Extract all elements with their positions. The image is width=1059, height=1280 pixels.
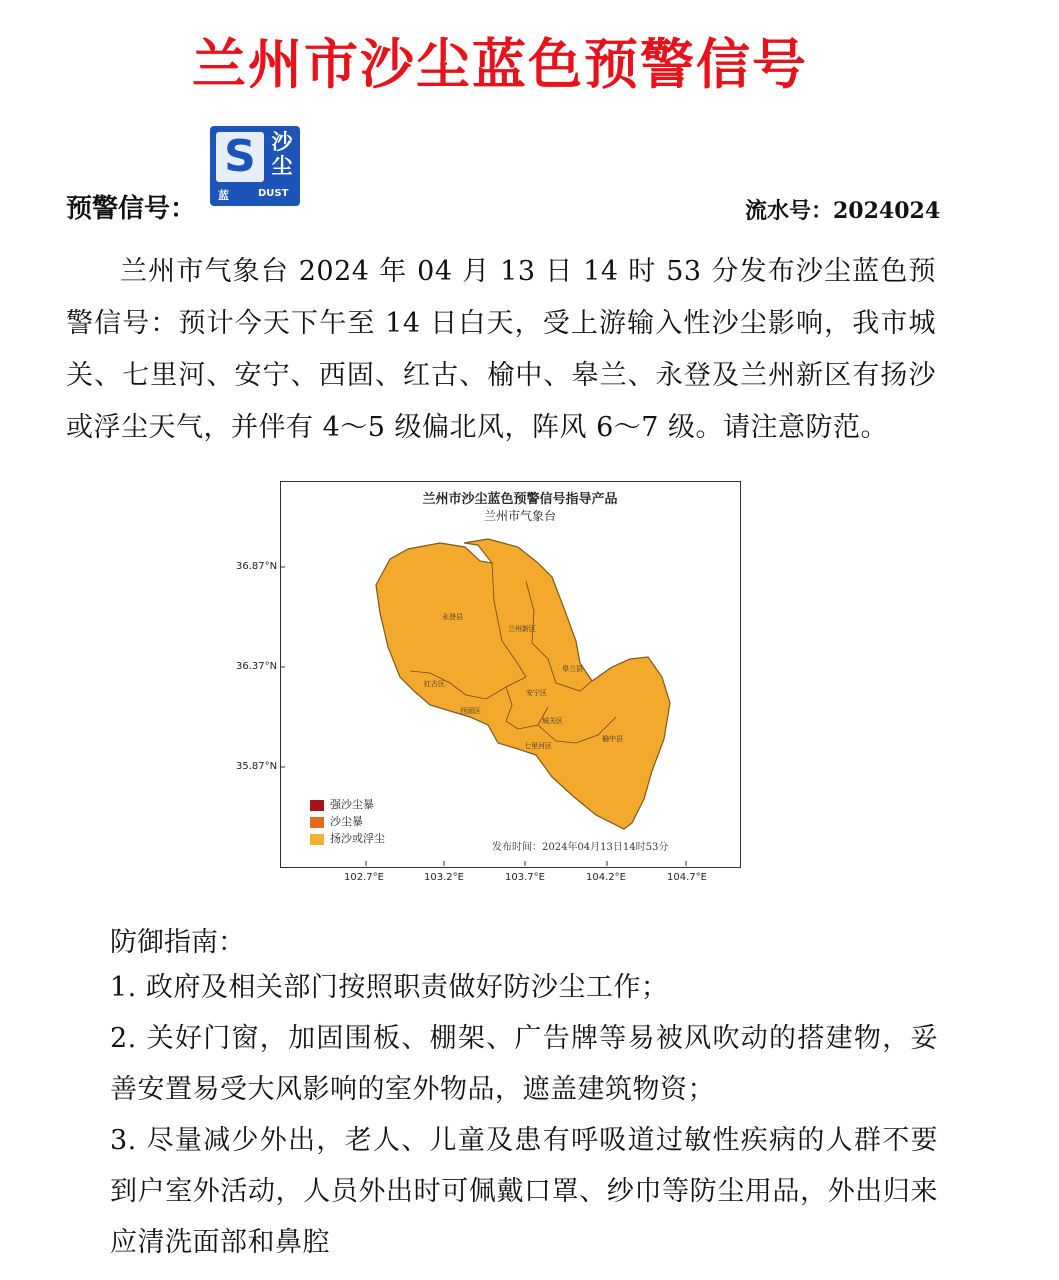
map-title: 兰州市沙尘蓝色预警信号指导产品	[422, 492, 618, 507]
warning-region-shape	[376, 539, 670, 829]
badge-code: DUST	[258, 188, 289, 199]
legend-swatch	[310, 800, 324, 811]
lon-label: 103.7°E	[505, 872, 545, 883]
guide-heading: 防御指南：	[110, 927, 245, 958]
guide-item: 1. 政府及相关部门按照职责做好防沙尘工作；	[110, 972, 669, 1003]
legend-item-blowing-dust	[310, 830, 385, 846]
signal-label: 预警信号：	[66, 194, 197, 224]
district-label: 红古区	[424, 680, 445, 688]
badge-level: 蓝	[218, 189, 229, 202]
badge-letter: S	[216, 132, 264, 182]
badge-chars	[268, 130, 296, 178]
lon-label: 104.2°E	[586, 872, 626, 883]
district-label: 七里河区	[524, 742, 552, 750]
district-label: 城关区	[542, 717, 563, 725]
legend-swatch	[310, 834, 324, 845]
legend-swatch	[310, 817, 324, 828]
district-label: 西固区	[460, 707, 481, 715]
badge-char-1: 沙	[271, 130, 293, 154]
lon-label: 102.7°E	[344, 872, 384, 883]
district-label: 兰州新区	[508, 625, 536, 633]
guide-item: 2. 关好门窗，加固围板、棚架、广告牌等易被风吹动的搭建物，妥善安置易受大风影响的室外物品，遮盖建筑物资；	[110, 1023, 938, 1105]
map-subtitle: 兰州市气象台	[483, 509, 556, 523]
legend-item-severe-duststorm	[310, 796, 374, 812]
warning-body: 兰州市气象台 2024 年 04 月 13 日 14 时 53 分发布沙尘蓝色预警信号：预计今天下午至 14 日白天，受上游输入性沙尘影响，我市城关、七里河、安宁、西固、红古、榆中、皋兰、永登及兰州新区有扬沙或浮尘天气，并伴有 4～5 级偏北风，阵风 6～7 级。请注意防范。	[66, 256, 936, 443]
dust-warning-badge-icon	[210, 126, 300, 206]
legend-label: 沙尘暴	[330, 815, 363, 828]
bottom-fade-overlay	[430, 1226, 1059, 1280]
legend-label: 扬沙或浮尘	[330, 832, 385, 845]
lat-label: 36.37°N	[236, 661, 278, 672]
page-title: 兰州市沙尘蓝色预警信号	[192, 33, 808, 96]
guide-list	[110, 962, 938, 1268]
legend-item-duststorm	[310, 813, 363, 829]
district-label: 榆中县	[602, 735, 623, 743]
district-label: 皋兰县	[562, 665, 583, 673]
district-label: 永登县	[442, 613, 463, 621]
map-issue-time: 发布时间：2024年04月13日14时53分	[492, 842, 669, 853]
serial-number: 流水号：2024024	[745, 198, 941, 224]
badge-char-2: 尘	[271, 154, 293, 178]
guide-item: 3. 尽量减少外出，老人、儿童及患有呼吸道过敏性疾病的人群不要到户室外活动，人员外出时可佩戴口罩、纱巾等防尘用品，外出归来应清洗面部和鼻腔	[110, 1125, 938, 1258]
district-label: 安宁区	[526, 689, 547, 697]
lon-label: 103.2°E	[424, 872, 464, 883]
legend-label: 强沙尘暴	[330, 798, 374, 811]
lat-label: 36.87°N	[236, 561, 278, 572]
lat-label: 35.87°N	[236, 761, 278, 772]
lon-label: 104.7°E	[667, 872, 707, 883]
